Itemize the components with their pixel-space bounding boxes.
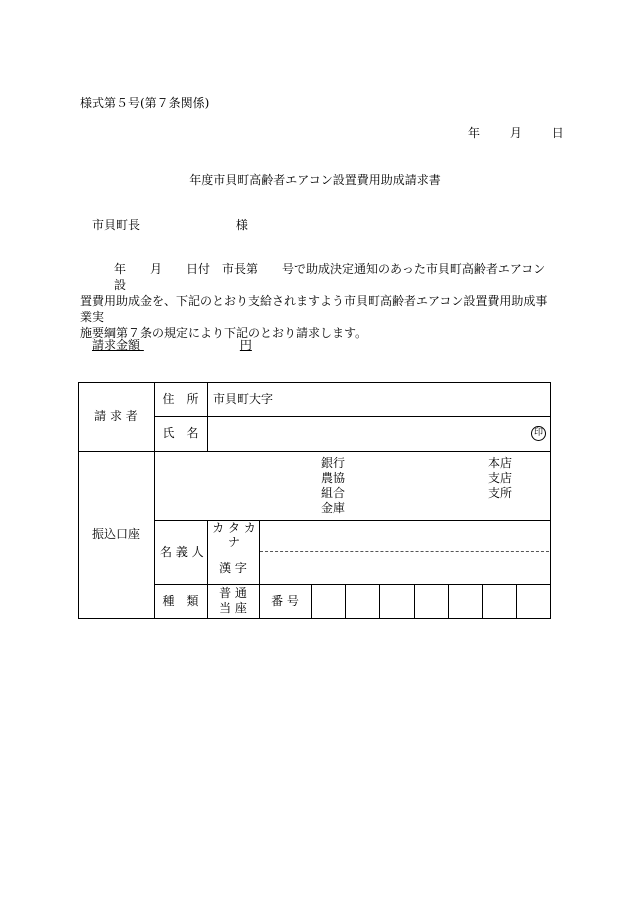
account-number-label: 番 号: [271, 593, 299, 608]
claim-amount: [92, 336, 252, 353]
body-line-2: 置費用助成金を、下記のとおり支給されますよう市貝町高齢者エアコン設置費用助成事業実: [80, 294, 548, 324]
branch-type-list: [488, 456, 512, 501]
bank-type-list: [321, 456, 345, 516]
digit-divider: [345, 584, 346, 619]
branch-type-item: 支店: [488, 471, 513, 485]
bank-type-item: 組合: [321, 486, 346, 500]
body-line-3: 施要綱第７条の規定により下記のとおり請求します。: [80, 326, 368, 340]
claim-table: [78, 382, 550, 618]
account-type-options: [207, 586, 259, 616]
account-holder-label: 名 義 人: [160, 544, 204, 559]
digit-divider: [448, 584, 449, 619]
bank-type-item: 銀行: [321, 456, 346, 470]
date-day: 日: [551, 126, 564, 140]
document-title: 年度市貝町高齢者エアコン設置費用助成請求書: [189, 173, 441, 187]
address-label: 住 所: [162, 391, 199, 406]
addressee-honorific: 様: [235, 218, 248, 232]
divider-holder-type: [154, 584, 551, 585]
date-year: 年: [468, 126, 481, 140]
address-value: 市貝町大字: [213, 391, 274, 406]
claim-amount-unit: 円: [239, 338, 252, 352]
branch-type-item: 支所: [488, 486, 513, 500]
account-type-ordinary: 普 通: [219, 586, 247, 600]
bank-type-item: 金庫: [321, 501, 346, 515]
digit-divider: [482, 584, 483, 619]
addressee: [92, 216, 248, 233]
katakana-kanji-dashed-divider: [260, 551, 549, 552]
body-paragraph: [80, 261, 555, 341]
digit-divider: [414, 584, 415, 619]
addressee-name: 市貝町長: [92, 218, 141, 232]
form-label: 様式第５号(第７条関係): [80, 96, 210, 110]
katakana-label-line1: カ タ カ: [212, 521, 256, 535]
claim-amount-label: 請求金額: [92, 338, 141, 352]
table-border-bottom: [78, 618, 551, 619]
name-label: 氏 名: [162, 426, 199, 440]
katakana-label-line2: ナ: [227, 535, 240, 549]
divider-address-name: [154, 416, 551, 417]
account-type-current: 当 座: [219, 601, 247, 615]
divider-number-label: [311, 584, 312, 619]
digit-divider: [379, 584, 380, 619]
body-line-1: 年 月 日付 市長第 号で助成決定通知のあった市貝町高齢者エアコン設: [114, 262, 546, 292]
branch-type-item: 本店: [488, 456, 513, 470]
date-line: [468, 124, 564, 141]
transfer-account-label: 振込口座: [91, 527, 140, 541]
bank-type-item: 農協: [321, 471, 346, 485]
account-type-label: 種 類: [162, 593, 199, 608]
seal-mark: 印: [531, 426, 546, 441]
digit-divider: [516, 584, 517, 619]
katakana-label: [208, 521, 260, 549]
kanji-label: 漢 字: [219, 560, 247, 575]
claimant-label: 請 求 者: [94, 409, 138, 423]
date-month: 月: [509, 126, 522, 140]
